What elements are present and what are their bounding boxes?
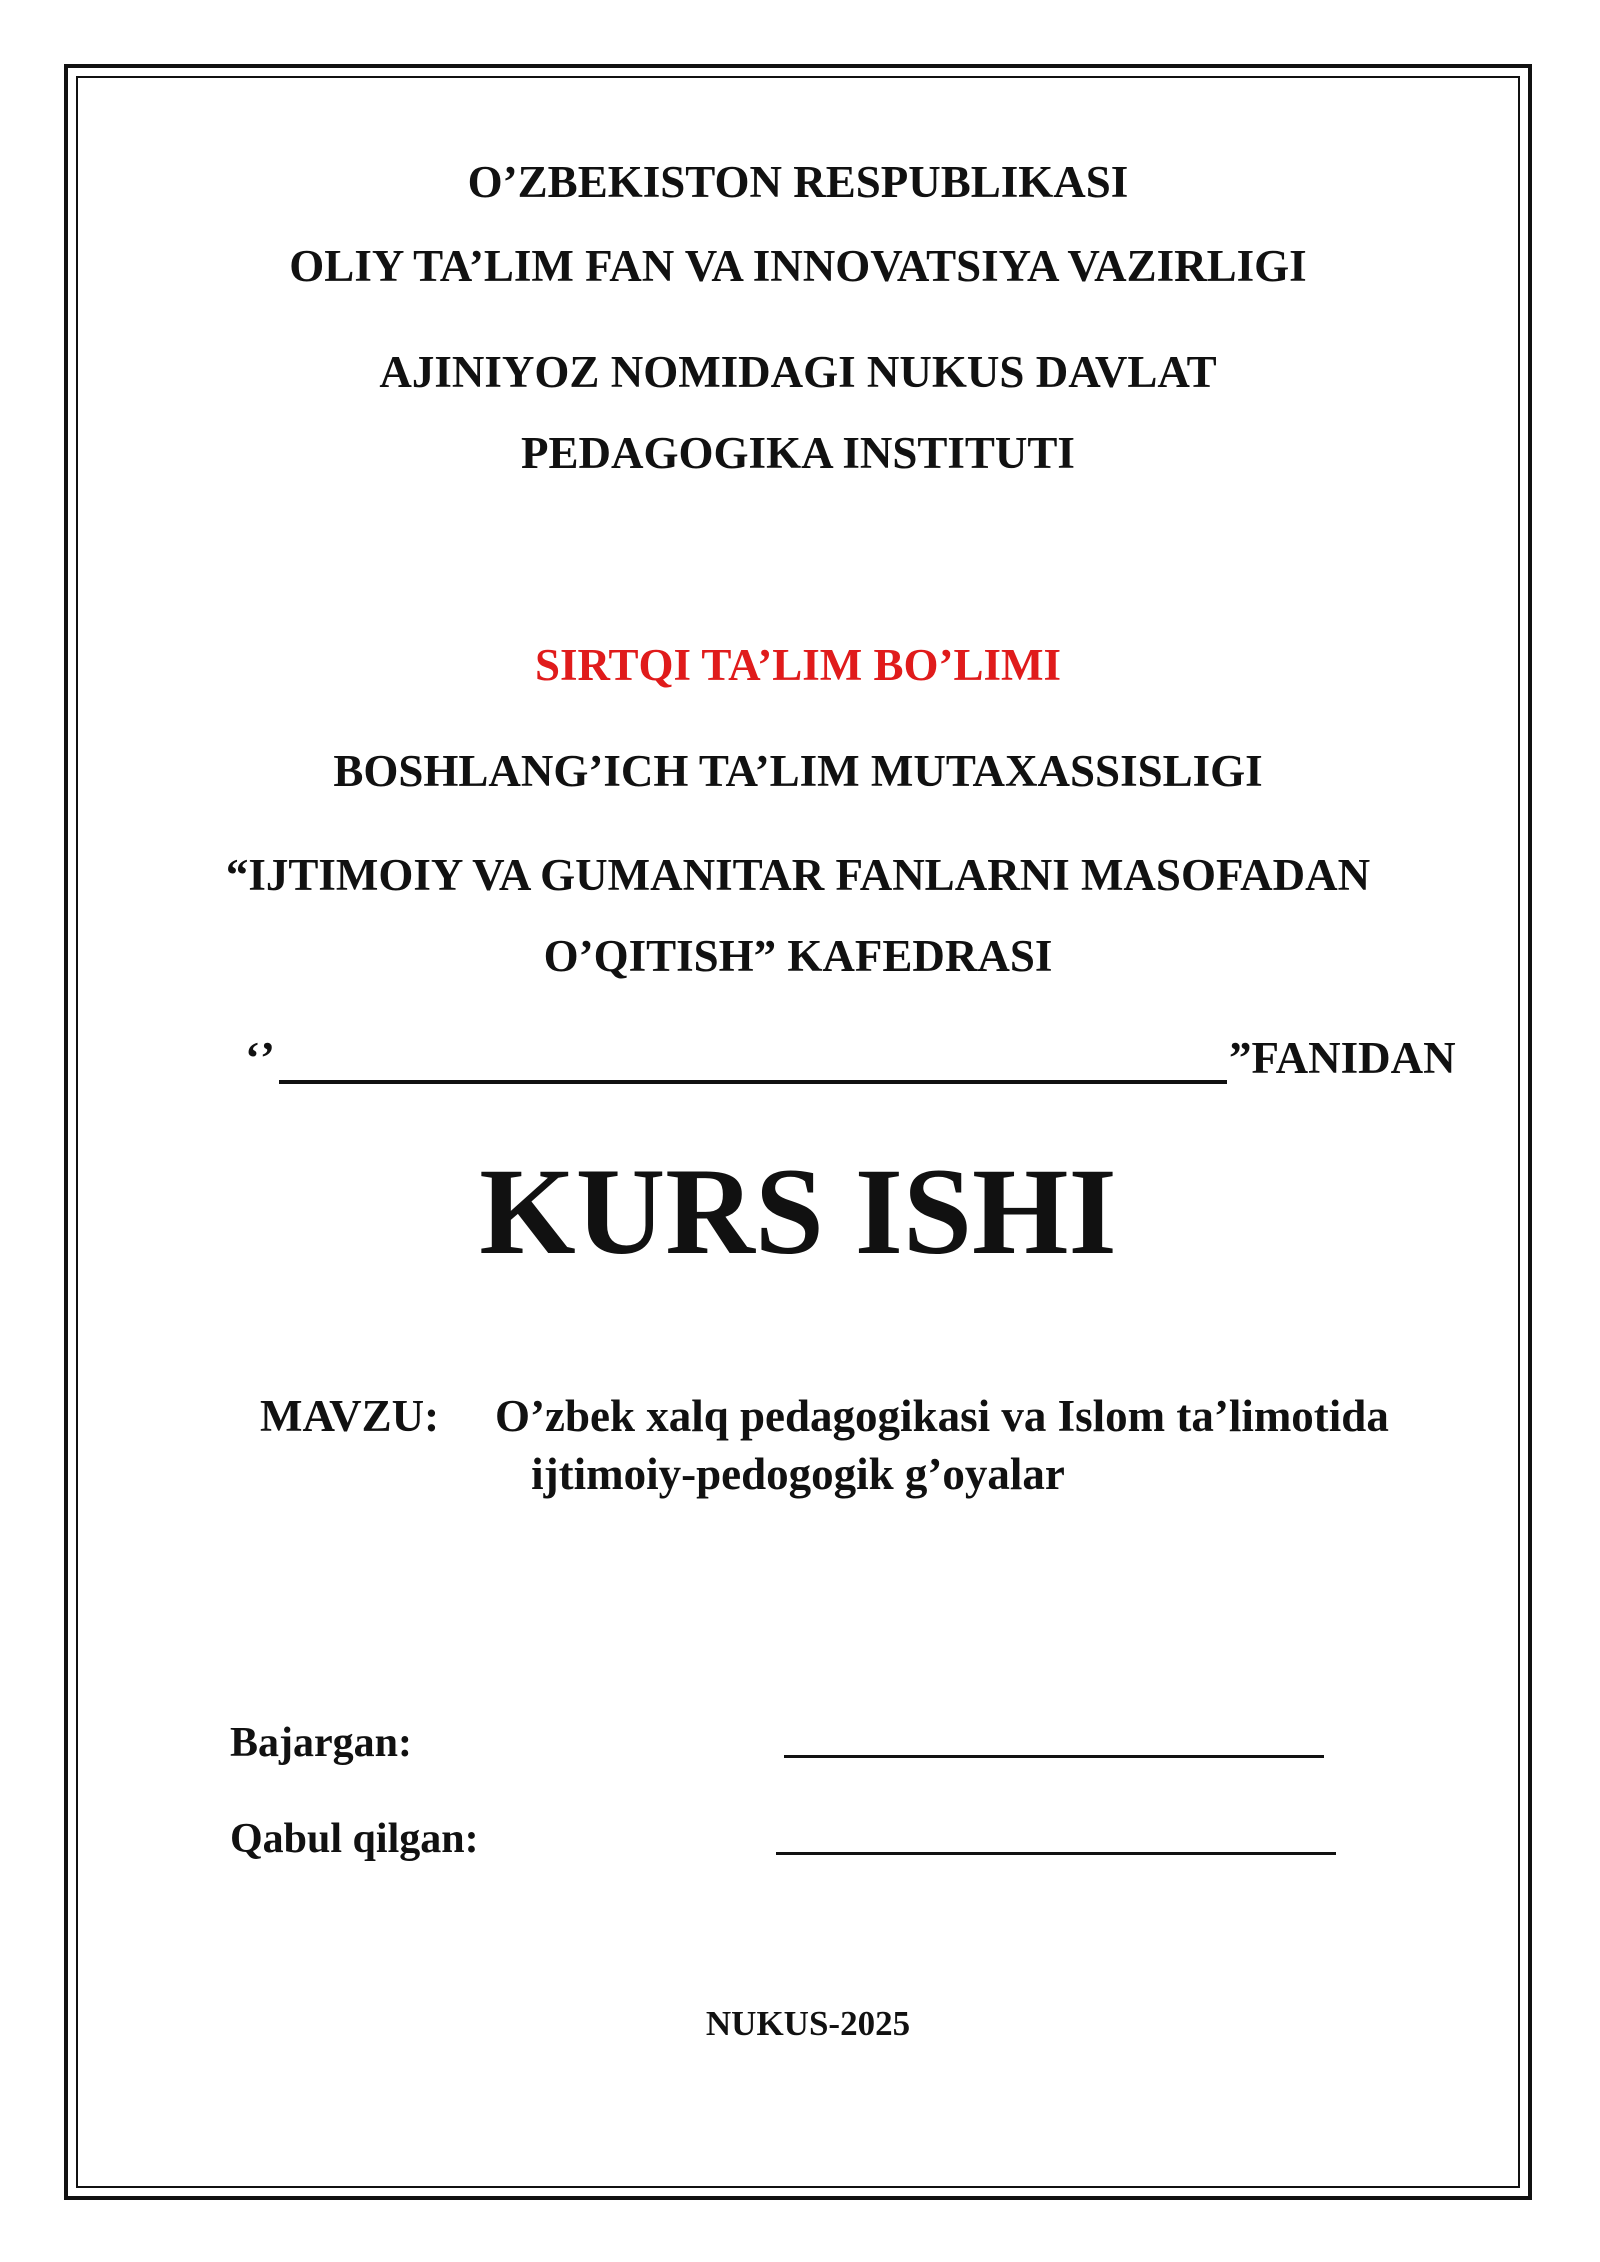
topic-text-line1: O’zbek xalq pedagogikasi va Islom ta’limotida: [495, 1391, 1389, 1441]
subject-suffix: ”FANIDAN: [1229, 1033, 1456, 1083]
chair-name-line2: O’QITISH” KAFEDRASI: [543, 931, 1053, 981]
subject-open-quote: ‘’: [245, 1033, 275, 1083]
performed-by-label: Bajargan:: [230, 1720, 412, 1766]
city-year: NUKUS-2025: [705, 2004, 911, 2043]
topic-row: [260, 1391, 1389, 1441]
document-title: KURS ISHI: [479, 1143, 1117, 1280]
header-country: O’ZBEKISTON RESPUBLIKASI: [467, 157, 1129, 207]
topic-label: MAVZU:: [260, 1391, 440, 1441]
performed-by-signature-line: [784, 1755, 1324, 1758]
subject-blank-line: [279, 1080, 1227, 1084]
topic-text-line2: ijtimoiy-pedogogik g’oyalar: [531, 1449, 1065, 1499]
specialty-name: BOSHLANG’ICH TA’LIM MUTAXASSISLIGI: [333, 746, 1263, 796]
accepted-by-signature-line: [776, 1852, 1336, 1855]
chair-name-line1: “IJTIMOIY VA GUMANITAR FANLARNI MASOFADAN: [225, 850, 1371, 900]
accepted-by-label: Qabul qilgan:: [230, 1816, 479, 1862]
section-name: SIRTQI TA’LIM BO’LIMI: [534, 640, 1061, 690]
subject-line: [245, 1032, 1475, 1092]
header-institute-line2: PEDAGOGIKA INSTITUTI: [521, 428, 1075, 478]
header-ministry: OLIY TA’LIM FAN VA INNOVATSIYA VAZIRLIGI: [289, 241, 1307, 291]
header-institute-line1: AJINIYOZ NOMIDAGI NUKUS DAVLAT: [379, 347, 1217, 397]
